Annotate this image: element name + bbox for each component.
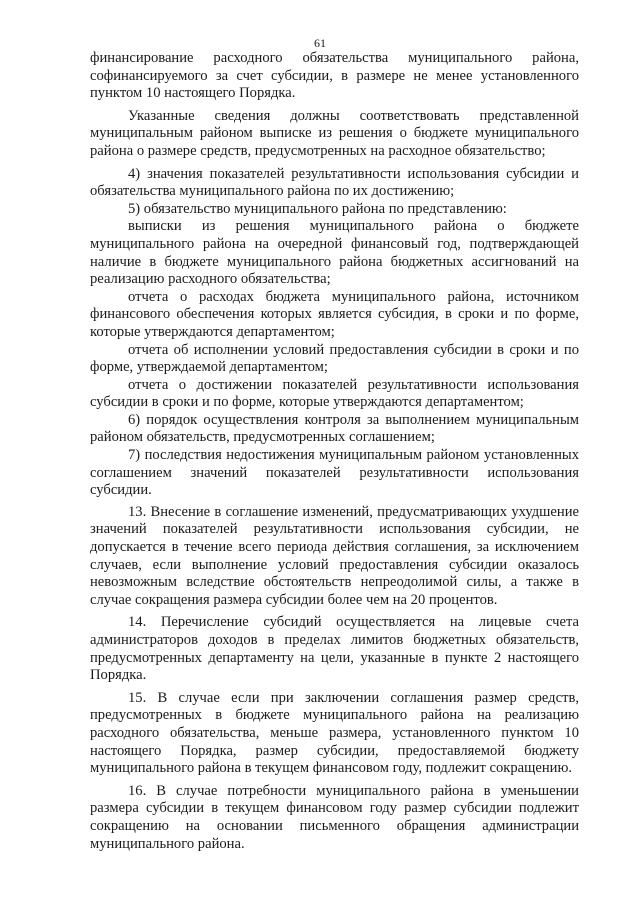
paragraph-funding-continuation: финансирование расходного обязательства муниципального района, софинансируемого за счет субсидии, в размере не менее установленного пунктом 10 настоящего Порядка. bbox=[90, 50, 579, 102]
paragraph-section-15: 15. В случае если при заключении соглашения размер средств, предусмотренных в бюджете муниципального района на реализацию расходного обязательства, меньше размера, установленного пунктом 10 настоящего Порядка, размер субсидии, предоставляемой бюджету муниципального района в текущем финансовом году, подлежит сокращению. bbox=[90, 689, 579, 777]
paragraph-report-conditions: отчета об исполнении условий предоставления субсидии в сроки и по форме, утверждаемой департаментом; bbox=[90, 341, 579, 376]
paragraph-section-14: 14. Перечисление субсидий осуществляется на лицевые счета администраторов доходов в пределах лимитов бюджетных обязательств, предусмотренных департаменту на цели, указанные в пункте 2 настоящего Порядка. bbox=[90, 614, 579, 684]
document-body bbox=[90, 50, 579, 853]
page-number: 61 bbox=[314, 36, 326, 50]
paragraph-info-conformity: Указанные сведения должны соответствовать представленной муниципальным районом выписке из решения о бюджете муниципального района о размере средств, предусмотренных на расходное обязательство; bbox=[90, 107, 579, 159]
paragraph-section-13: 13. Внесение в соглашение изменений, предусматривающих ухудшение значений показателей результативности использования субсидии, не допускается в течение всего периода действия соглашения, за исключением случаев, если выполнение условий предоставления субсидии оказалось невозможным вследствие обстоятельств непреодолимой силы, а также в случае сокращения размера субсидии более чем на 20 процентов. bbox=[90, 503, 579, 608]
paragraph-report-expenses: отчета о расходах бюджета муниципального района, источником финансового обеспечения которых является субсидия, в сроки и по форме, которые утверждаются департаментом; bbox=[90, 288, 579, 340]
paragraph-section-16: 16. В случае потребности муниципального района в уменьшении размера субсидии в текущем финансовом году размер субсидии подлежит сокращению на основании письменного обращения администрации муниципального района. bbox=[90, 782, 579, 852]
paragraph-item-6: 6) порядок осуществления контроля за выполнением муниципальным районом обязательств, предусмотренных соглашением; bbox=[90, 411, 579, 446]
paragraph-extract-budget: выписки из решения муниципального района о бюджете муниципального района на очередной финансовый год, подтверждающей наличие в бюджете муниципального района бюджетных ассигнований на реализацию расходного обязательства; bbox=[90, 218, 579, 288]
paragraph-item-5: 5) обязательство муниципального района по представлению: bbox=[128, 200, 507, 217]
paragraph-report-indicators: отчета о достижении показателей результативности использования субсидии в сроки и по форме, которые утверждаются департаментом; bbox=[90, 376, 579, 411]
paragraph-item-7: 7) последствия недостижения муниципальным районом установленных соглашением значений показателей результативности использования субсидии. bbox=[90, 447, 579, 499]
paragraph-item-4: 4) значения показателей результативности использования субсидии и обязательства муниципального района по их достижению; bbox=[90, 165, 579, 200]
